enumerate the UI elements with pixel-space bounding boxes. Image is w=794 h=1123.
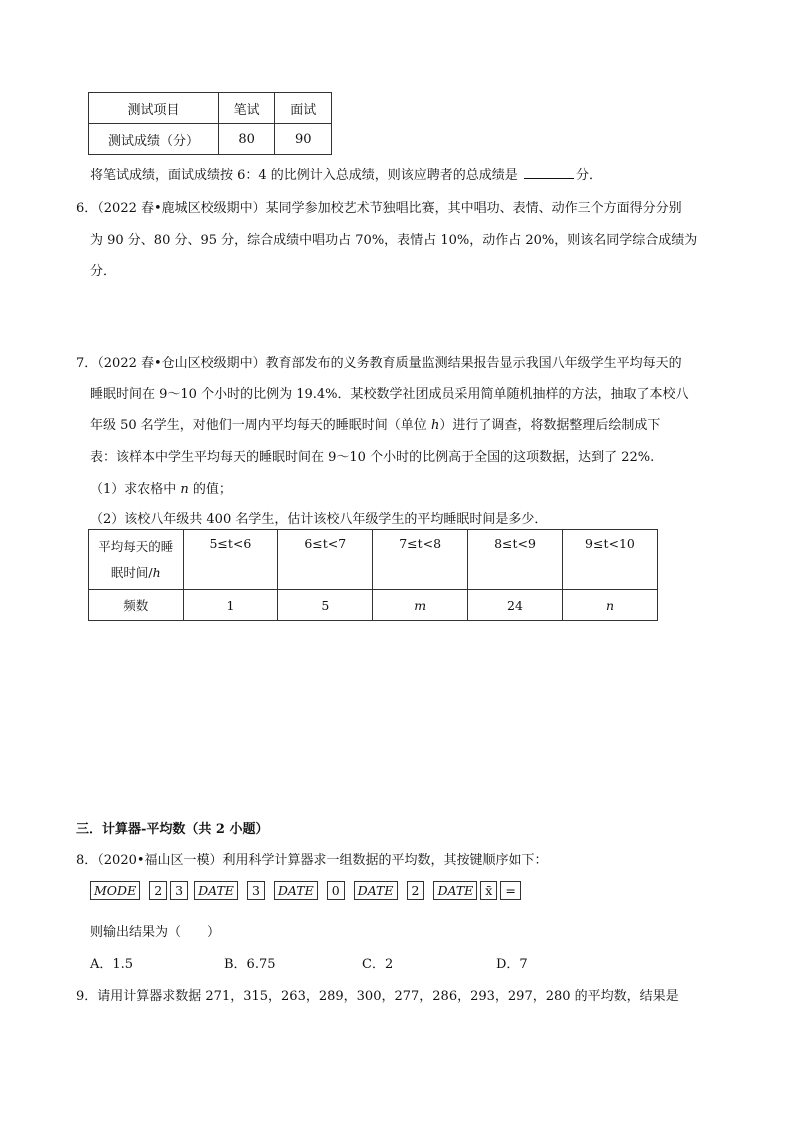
q7-line-3 — [90, 414, 660, 433]
score-table — [88, 92, 332, 155]
option-a: A．1.5 — [90, 957, 134, 972]
table-header-cell — [89, 530, 184, 590]
q7-sub-1-part-b: 的值； — [188, 482, 232, 497]
q7-line-1: 7．（2022 春•仓山区校级期中）教育部发布的义务教育质量监测结果报告显示我国八年级学生平均每天的 — [76, 356, 682, 371]
table-row — [89, 124, 332, 155]
q5-text-before: 将笔试成绩，面试成绩按 6：4 的比例计入总成绩，则该应聘者的总成绩是 — [90, 168, 518, 183]
key-digit: 0 — [327, 881, 345, 900]
interval-cell: 6≤t<7 — [278, 530, 373, 590]
q7-sub-1 — [90, 478, 232, 497]
frequency-cell: 1 — [183, 590, 278, 621]
table-cell: 90 — [275, 124, 332, 155]
sleep-frequency-table — [88, 529, 658, 621]
frequency-cell: 24 — [468, 590, 563, 621]
q7-sub-2: （2）该校八年级共 400 名学生，估计该校八年级学生的平均睡眠时间是多少． — [90, 512, 548, 527]
table-cell: 测试成绩（分） — [89, 124, 219, 155]
table-cell: 80 — [218, 124, 275, 155]
key-digit: 3 — [247, 881, 265, 900]
unit-variable: h — [430, 418, 440, 433]
q6-line-1: 6．（2022 春•鹿城区校级期中）某同学参加校艺术节独唱比赛，其中唱功、表情、动作三个方面得分分别 — [76, 201, 682, 216]
option-c: C．2 — [362, 957, 394, 972]
interval-cell: 7≤t<8 — [373, 530, 468, 590]
option-b: B．6.75 — [224, 957, 276, 972]
table-row — [89, 93, 332, 124]
q7-sub-1-part-a: （1）求农格中 — [90, 482, 181, 497]
q5-text-after: 分． — [575, 168, 602, 183]
key-date: DATE — [354, 881, 398, 900]
q8-prompt: 则输出结果为（ ） — [90, 925, 221, 940]
table-header-cell: 面试 — [275, 93, 332, 124]
key-digit: 2 — [149, 881, 167, 900]
header-line-2: 眠时间/ — [110, 564, 153, 580]
unit-variable: h — [152, 564, 161, 580]
frequency-cell: 5 — [278, 590, 373, 621]
interval-cell: 8≤t<9 — [468, 530, 563, 590]
key-date: DATE — [194, 881, 238, 900]
key-date: DATE — [274, 881, 318, 900]
key-mean-x-bar: x̄ — [480, 881, 497, 900]
q6-line-3: 分． — [90, 264, 117, 279]
table-row — [89, 590, 658, 621]
section-heading: 三．计算器-平均数（共 2 小题） — [76, 822, 269, 837]
key-digit: 2 — [407, 881, 425, 900]
option-d: D．7 — [496, 957, 528, 972]
q7-line-3-part-b: ）进行了调查，将数据整理后绘制成下 — [439, 418, 661, 433]
key-date: DATE — [433, 881, 477, 900]
q7-line-3-part-a: 年级 50 名学生，对他们一周内平均每天的睡眠时间（单位 — [90, 418, 431, 433]
key-mode: MODE — [90, 881, 140, 900]
q5-tail-text — [90, 164, 602, 183]
variable-n: n — [180, 482, 189, 497]
q6-line-2: 为 90 分、80 分、95 分，综合成绩中唱功占 70%，表情占 10%，动作占 20%，则该名同学综合成绩为 — [90, 233, 698, 248]
header-line-1: 平均每天的睡 — [98, 538, 174, 554]
calculator-key-sequence — [90, 881, 521, 901]
table-header-cell: 测试项目 — [89, 93, 219, 124]
q7-line-4: 表：该样本中学生平均每天的睡眠时间在 9～10 个小时的比例高于全国的这项数据，达到了 22%. — [90, 450, 655, 465]
table-row — [89, 530, 658, 590]
q7-line-2: 睡眠时间在 9～10 个小时的比例为 19.4%．某校数学社团成员采用简单随机抽样的方法，抽取了本校八 — [90, 387, 689, 402]
frequency-cell: m — [373, 590, 468, 621]
q9-stem: 9．请用计算器求数据 271，315，263，289，300，277，286，293，297，280 的平均数，结果是 — [76, 989, 679, 1004]
table-header-cell: 笔试 — [218, 93, 275, 124]
answer-blank — [524, 166, 574, 179]
interval-cell: 5≤t<6 — [183, 530, 278, 590]
interval-cell: 9≤t<10 — [562, 530, 657, 590]
frequency-cell: n — [562, 590, 657, 621]
key-equals: = — [500, 881, 520, 900]
q8-stem: 8．（2020•福山区一模）利用科学计算器求一组数据的平均数，其按键顺序如下： — [76, 853, 548, 868]
key-digit: 3 — [170, 881, 188, 900]
row-label-cell: 频数 — [89, 590, 184, 621]
